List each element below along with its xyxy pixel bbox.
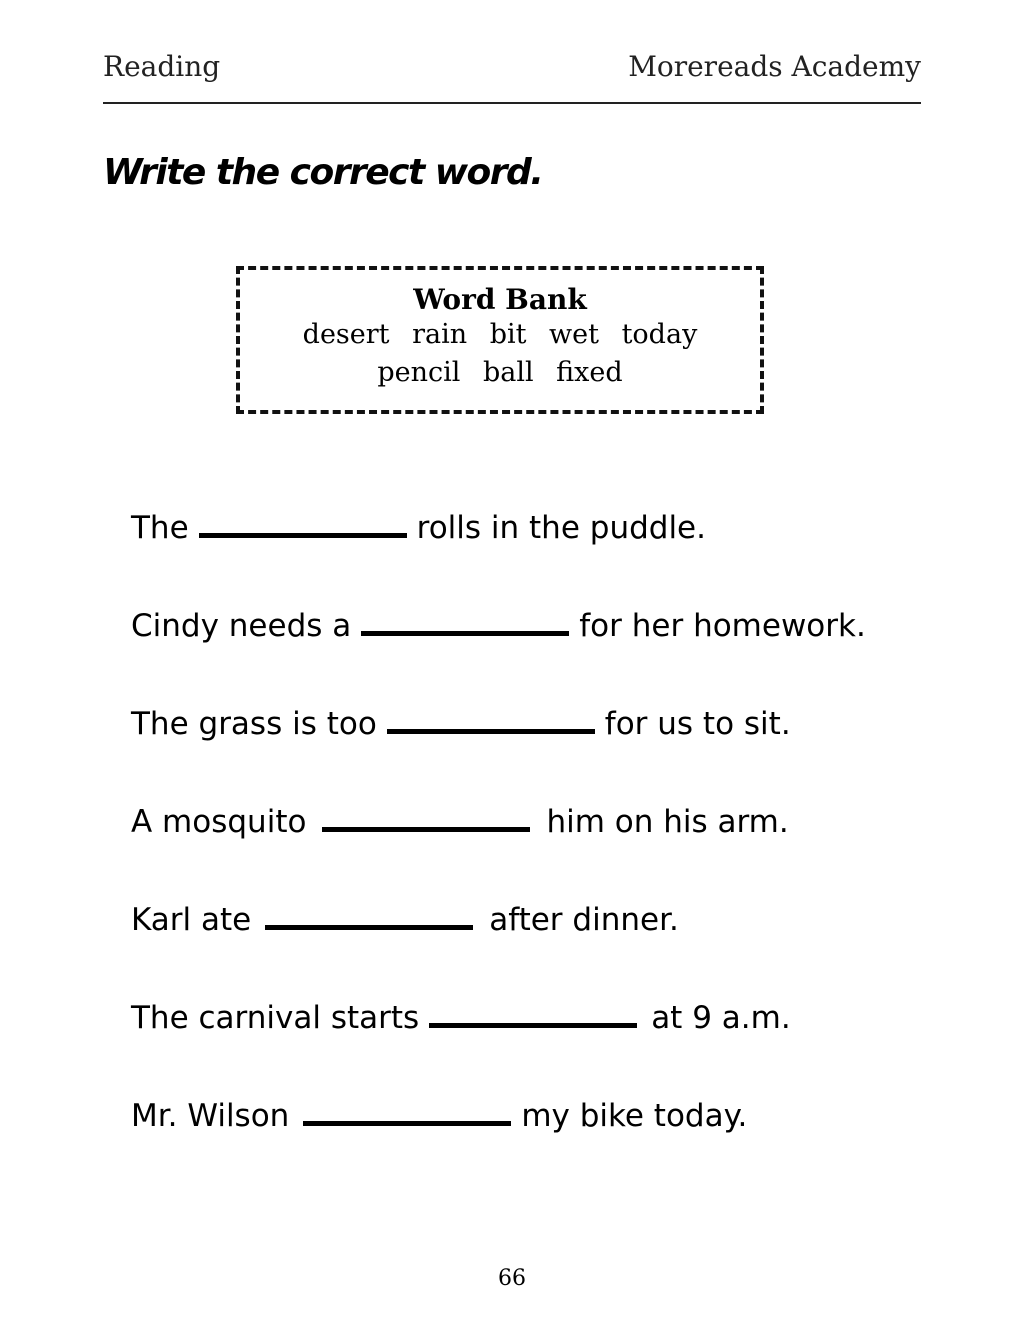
sentence-text-after: my bike today. (521, 1098, 748, 1134)
sentence-text-after: him on his arm. (546, 804, 789, 840)
answer-blank[interactable] (361, 623, 569, 636)
page-header (103, 48, 921, 104)
sentence-text-before: The carnival starts (131, 1000, 420, 1036)
answer-blank[interactable] (303, 1113, 511, 1126)
word-bank-line-2: pencil ball fixed (377, 357, 623, 388)
sentence-3 (131, 704, 791, 744)
word-bank-box (236, 266, 764, 414)
publisher-label: Morereads Academy (628, 50, 921, 83)
sentence-text-after: rolls in the puddle. (416, 510, 706, 546)
subject-label: Reading (103, 50, 221, 83)
sentence-text-before: A mosquito (131, 804, 307, 840)
answer-blank[interactable] (429, 1015, 637, 1028)
sentence-text-before: Mr. Wilson (131, 1098, 290, 1134)
sentence-text-after: at 9 a.m. (651, 1000, 791, 1036)
sentence-text-before: Cindy needs a (131, 608, 352, 644)
sentence-text-after: for us to sit. (604, 706, 791, 742)
sentence-text-before: Karl ate (131, 902, 252, 938)
sentence-4 (131, 802, 789, 842)
word-bank-line-1: desert rain bit wet today (302, 319, 698, 350)
sentence-1 (131, 508, 706, 548)
answer-blank[interactable] (387, 721, 595, 734)
answer-blank[interactable] (265, 917, 473, 930)
sentence-7 (131, 1096, 747, 1136)
sentence-6 (131, 998, 791, 1038)
sentence-5 (131, 900, 679, 940)
sentence-2 (131, 606, 866, 646)
answer-blank[interactable] (322, 819, 530, 832)
page-number: 66 (498, 1266, 526, 1291)
sentence-text-after: for her homework. (579, 608, 866, 644)
instruction-heading: Write the correct word. (103, 152, 543, 193)
sentence-text-before: The grass is too (131, 706, 377, 742)
sentence-text-before: The (131, 510, 189, 546)
sentence-text-after: after dinner. (489, 902, 679, 938)
answer-blank[interactable] (199, 525, 407, 538)
word-bank-title: Word Bank (413, 283, 587, 316)
